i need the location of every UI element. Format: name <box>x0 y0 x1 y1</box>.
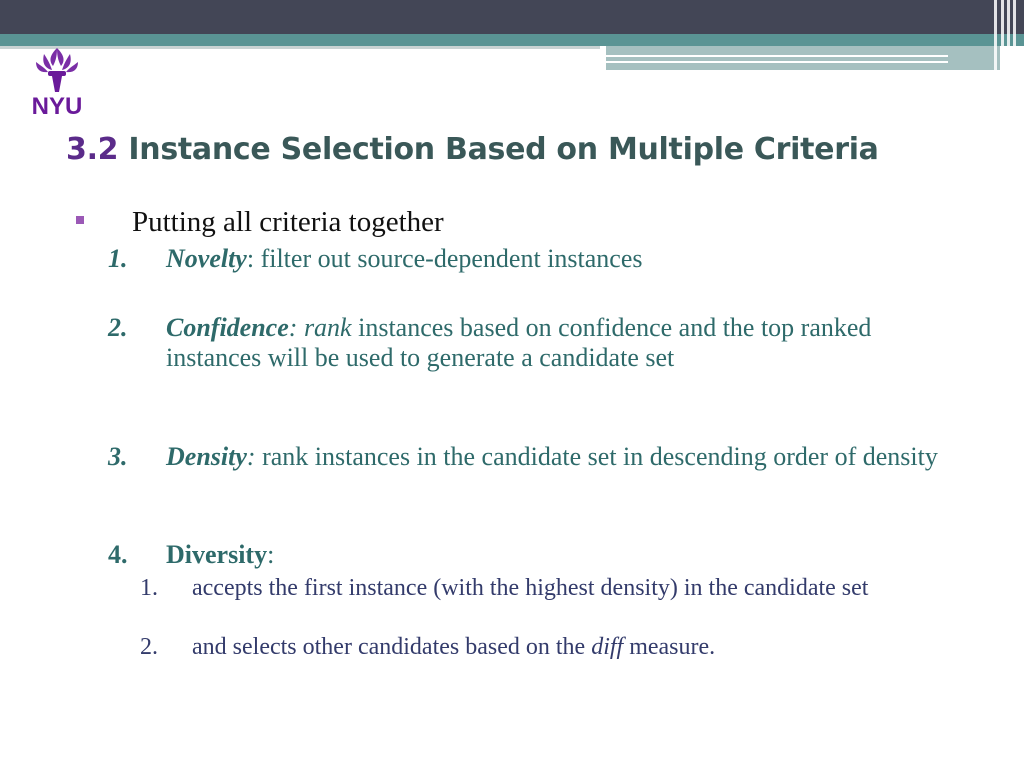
title-number: 3.2 <box>66 132 119 167</box>
bullet-text: Putting all criteria together <box>132 206 444 238</box>
torch-icon <box>24 40 90 94</box>
item-term: Novelty <box>166 244 247 273</box>
item-rest: rank instances in the candidate set in descending order of density <box>255 442 938 471</box>
item-number: 1. <box>108 244 128 273</box>
item-number: 3. <box>108 442 128 471</box>
item-sep: : <box>288 313 304 342</box>
top-banner-right-bar <box>606 46 1000 70</box>
subitem-number: 2. <box>140 634 158 660</box>
item-number: 4. <box>108 540 128 569</box>
item-term: Diversity <box>166 540 268 569</box>
item-term: Confidence <box>166 313 289 342</box>
logo-text: NYU <box>31 93 83 120</box>
item-rank: rank <box>303 313 352 342</box>
item-rest: filter out source-dependent instances <box>254 244 643 273</box>
top-banner-dark <box>0 0 1024 34</box>
slide-title <box>66 132 879 167</box>
item-sep: : <box>246 244 255 273</box>
top-banner-line <box>0 46 600 49</box>
subitem-text-end: measure. <box>623 634 716 660</box>
item-number: 2. <box>108 313 128 342</box>
item-sep: : <box>246 442 256 471</box>
subitem-text: accepts the first instance (with the highest density) in the candidate set <box>192 575 869 601</box>
item-term: Density <box>166 442 247 471</box>
subitem-number: 1. <box>140 575 158 601</box>
top-banner-stripes <box>990 0 1024 70</box>
item-sep: : <box>267 540 275 569</box>
bullet-square-icon <box>76 216 84 224</box>
title-text: Instance Selection Based on Multiple Criteria <box>128 132 879 167</box>
subitem-emphasis: diff <box>591 634 624 660</box>
item-rest: instances based on confidence and the top ranked instances will be used to generate a candidate set <box>166 313 872 372</box>
subitem-text: and selects other candidates based on the <box>192 634 592 660</box>
nyu-logo <box>24 40 90 124</box>
top-banner-teal <box>0 34 1024 46</box>
